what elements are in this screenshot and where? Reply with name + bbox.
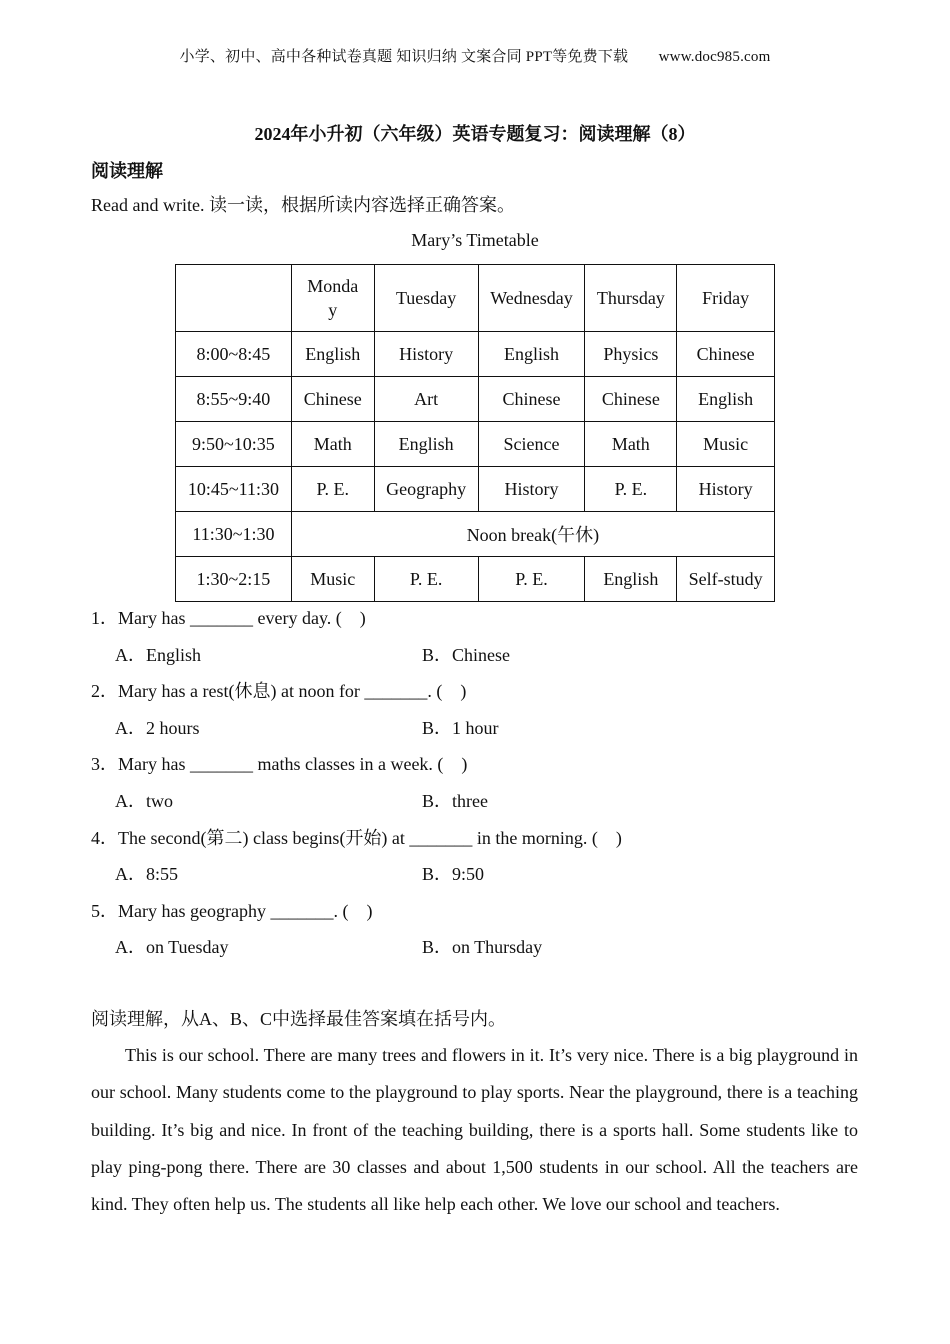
table-row [176,557,775,602]
day-header-monday-line1: Monda [307,276,359,296]
question-2-option-a[interactable]: A．2 hours [115,718,200,738]
table-cell: Art [374,377,478,422]
page-title: 2024年小升初（六年级）英语专题复习：阅读理解（8） [254,124,696,144]
time-cell: 1:30~2:15 [176,557,292,602]
table-cell: P. E. [585,467,677,512]
table-cell: Music [291,557,374,602]
timetable-caption: Mary’s Timetable [411,230,539,250]
table-cell: History [677,467,775,512]
question-3: 3．Mary has _______ maths classes in a week. ( ) [91,754,468,774]
table-cell: Chinese [585,377,677,422]
table-cell: Chinese [478,377,585,422]
table-cell: Chinese [677,332,775,377]
section-label: 阅读理解 [91,161,163,181]
question-2: 2．Mary has a rest(休息) at noon for _______. ( ) [91,681,467,701]
timetable [175,264,775,602]
question-5-option-a[interactable]: A．on Tuesday [115,937,229,957]
time-cell: 9:50~10:35 [176,422,292,467]
table-corner-cell [176,265,292,332]
day-header-friday: Friday [677,265,775,332]
table-row [176,422,775,467]
page-header: 小学、初中、高中各种试卷真题 知识归纳 文案合同 PPT等免费下载 www.doc985.com [179,49,771,65]
question-5: 5．Mary has geography _______. ( ) [91,901,373,921]
table-cell: P. E. [291,467,374,512]
table-cell: History [374,332,478,377]
table-cell: Science [478,422,585,467]
instruction-text: Read and write. 读一读，根据所读内容选择正确答案。 [91,195,515,215]
question-1-option-a[interactable]: A．English [115,645,202,665]
day-header-monday-line2: y [328,300,338,320]
table-row [176,377,775,422]
table-cell: Geography [374,467,478,512]
question-1: 1．Mary has _______ every day. ( ) [91,608,366,628]
question-3-option-b[interactable]: B．three [422,791,488,811]
question-3-option-a[interactable]: A．two [115,791,173,811]
noon-break-cell: Noon break(午休) [291,512,774,557]
table-row [176,467,775,512]
day-header-thursday: Thursday [585,265,677,332]
table-cell: English [374,422,478,467]
table-cell: P. E. [374,557,478,602]
table-cell: History [478,467,585,512]
time-cell: 10:45~11:30 [176,467,292,512]
question-4: 4．The second(第二) class begins(开始) at _______ in the morning. ( ) [91,828,622,848]
question-5-option-b[interactable]: B．on Thursday [422,937,543,957]
table-row-noon-break [176,512,775,557]
day-header-monday [291,265,374,332]
table-cell: English [478,332,585,377]
table-cell: P. E. [478,557,585,602]
question-2-option-b[interactable]: B．1 hour [422,718,499,738]
table-cell: Music [677,422,775,467]
day-header-wednesday: Wednesday [478,265,585,332]
question-1-option-b[interactable]: B．Chinese [422,645,510,665]
table-cell: Physics [585,332,677,377]
table-cell: Math [585,422,677,467]
table-cell: English [291,332,374,377]
time-cell: 8:55~9:40 [176,377,292,422]
question-4-option-a[interactable]: A．8:55 [115,864,178,884]
table-cell: English [677,377,775,422]
table-cell: English [585,557,677,602]
table-row [176,332,775,377]
table-header-row [176,265,775,332]
table-cell: Self-study [677,557,775,602]
table-cell: Math [291,422,374,467]
reading-passage: This is our school. There are many trees and flowers in it. It’s very nice. There is a big playground in our school. Many students come to the playground to play sports. Near the playground, there is a teaching building. It’s big and nice. In front of the teaching building, there is a sports hall. Some students like to play ping-pong there. There are 30 classes and about 1,500 students in our school. All the teachers are kind. They often help us. The students all like help each other. We love our school and teachers. [91,1045,858,1215]
time-cell: 8:00~8:45 [176,332,292,377]
time-cell: 11:30~1:30 [176,512,292,557]
table-cell: Chinese [291,377,374,422]
question-4-option-b[interactable]: B．9:50 [422,864,485,884]
day-header-tuesday: Tuesday [374,265,478,332]
section2-instruction: 阅读理解，从A、B、C中选择最佳答案填在括号内。 [91,1009,507,1029]
